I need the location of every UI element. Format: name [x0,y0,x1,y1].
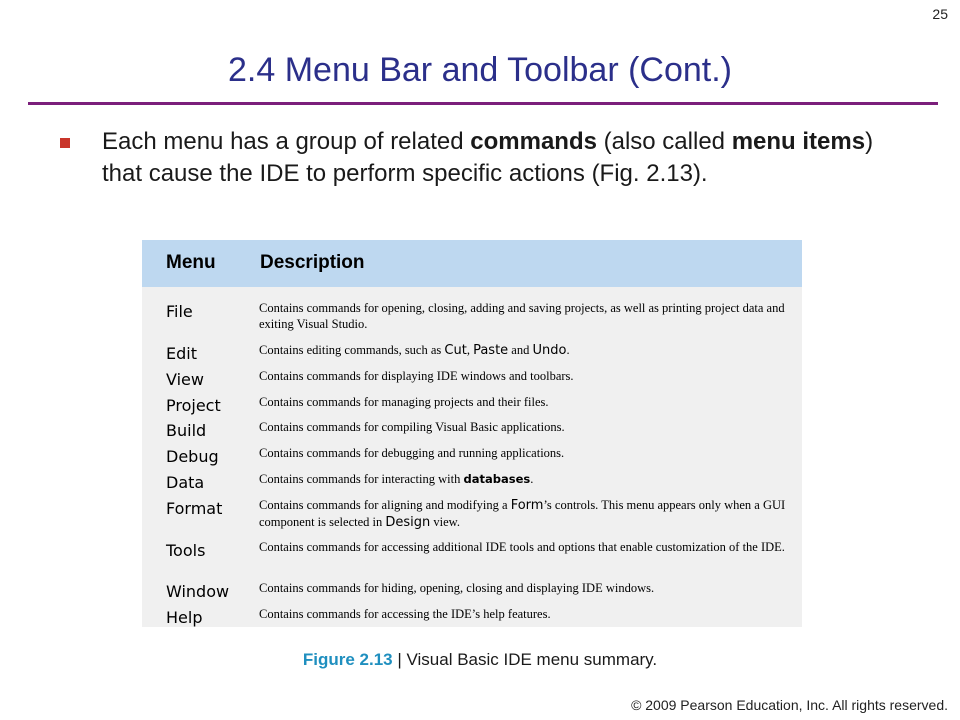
bullet-text-part: ) that cause the IDE to perform specific actions (Fig. 2.13). [102,128,874,187]
bullet-text-part: Each menu has a group of related [102,128,471,155]
table-header [142,240,802,287]
menu-name-format: Format [166,499,223,518]
description-part: ’s controls. This menu appears only when a GUI component is selected in [259,498,786,529]
menu-description: Contains commands for displaying IDE windows and toolbars. [259,369,574,383]
code-term-cut: Cut [444,343,467,358]
menu-name-help: Help [166,608,203,627]
menu-description: Contains commands for opening, closing, adding and saving projects, as well as printing project data and exiting Visual Studio. [259,301,785,331]
footer-copyright: © 2009 Pearson Education, Inc. All rights reserved. [631,697,948,713]
figure-caption-text: | Visual Basic IDE menu summary. [392,650,658,669]
menu-description [259,497,789,531]
bullet-text-part: (also called [596,128,732,155]
menu-name-file: File [166,302,193,321]
code-term-paste: Paste [473,343,509,358]
menu-name-debug: Debug [166,447,219,466]
menu-name-window: Window [166,582,230,601]
bullet-text [102,126,902,190]
menu-description: Contains commands for accessing additional IDE tools and options that enable customization of the IDE. [259,540,785,554]
description-part: . [566,343,570,357]
figure-label: Figure 2.13 [302,650,393,669]
code-term-design: Design [385,515,431,530]
menu-description: Contains commands for accessing the IDE’s help features. [259,607,551,621]
description-part: , [466,343,474,357]
menu-name-data: Data [166,473,205,492]
bullet-bold-menu-items: menu items [731,128,866,155]
header-description: Description [260,252,365,273]
title-divider [28,102,938,105]
header-menu: Menu [166,252,216,273]
description-part: view. [430,515,460,529]
code-term-undo: Undo [532,343,567,358]
bold-term-databases: databases [463,472,531,486]
menu-name-tools: Tools [166,541,206,560]
figure-caption [0,650,960,670]
menu-description: Contains commands for hiding, opening, closing and displaying IDE windows. [259,581,655,595]
description-part: . [530,472,534,486]
menu-description: Contains commands for compiling Visual Basic applications. [259,420,565,434]
description-part: Contains commands for aligning and modifying a [259,498,511,512]
menu-name-edit: Edit [166,344,197,363]
menu-summary-table [142,240,802,627]
description-part: Contains editing commands, such as [259,343,445,357]
code-term-form: Form [510,498,544,513]
menu-name-project: Project [166,396,221,415]
slide-title: 2.4 Menu Bar and Toolbar (Cont.) [228,51,732,89]
menu-description [259,342,789,359]
menu-description: Contains commands for managing projects and their files. [259,395,549,409]
menu-name-view: View [166,370,204,389]
bullet-bold-commands: commands [470,128,597,155]
page-number: 25 [932,6,948,22]
menu-name-build: Build [166,421,207,440]
menu-description: Contains commands for debugging and running applications. [259,446,565,460]
description-part: and [508,343,533,357]
menu-description [259,471,789,487]
description-part: Contains commands for interacting with [259,472,464,486]
square-bullet-icon [60,138,70,148]
